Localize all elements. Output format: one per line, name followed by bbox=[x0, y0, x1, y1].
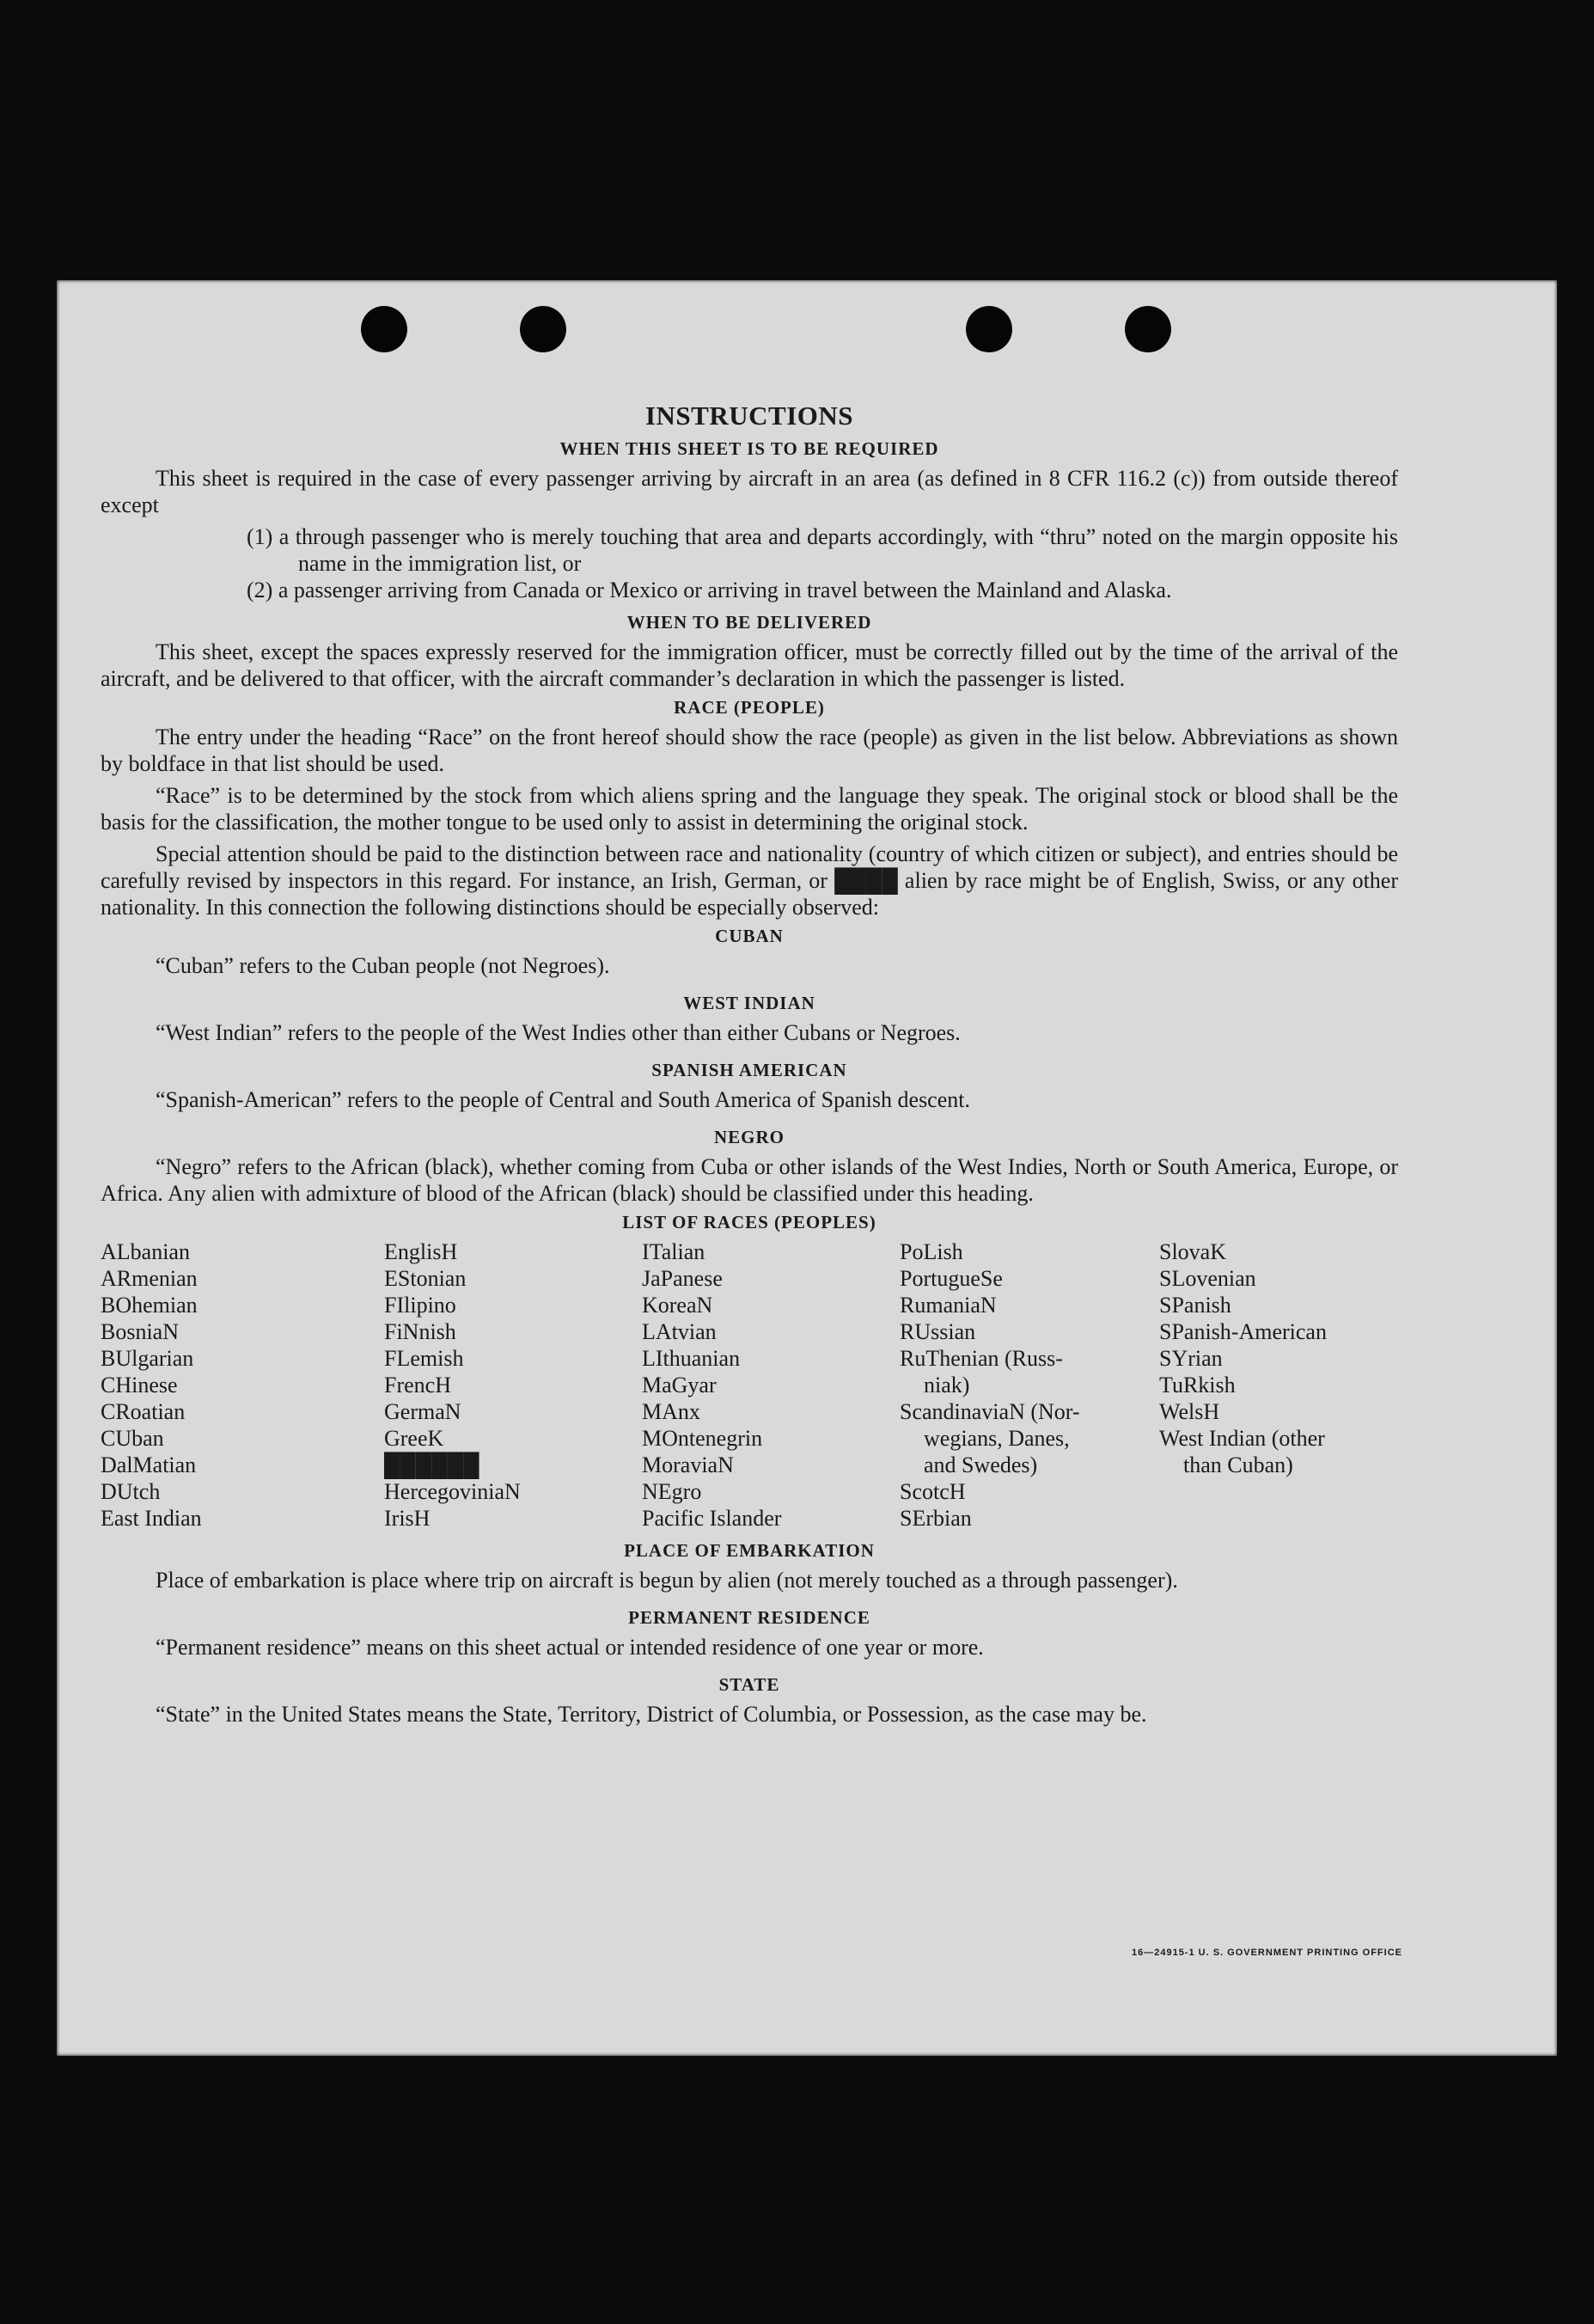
race-entry: Pacific Islander bbox=[642, 1506, 782, 1531]
section-heading: CUBAN bbox=[715, 926, 784, 946]
section-heading: NEGRO bbox=[713, 1127, 785, 1147]
section-heading: PLACE OF EMBARKATION bbox=[624, 1540, 875, 1561]
race-entry: SPanish-American bbox=[1159, 1319, 1327, 1344]
race-list bbox=[101, 1238, 1398, 1532]
race-entry: CHinese bbox=[101, 1373, 178, 1397]
section-heading: WHEN THIS SHEET IS TO BE REQUIRED bbox=[559, 438, 939, 459]
page-title: INSTRUCTIONS bbox=[644, 401, 853, 431]
race-entry: RumaniaN bbox=[900, 1293, 997, 1318]
race-entry: FIlipino bbox=[384, 1293, 456, 1318]
paragraph: Place of embarkation is place where trip on aircraft is begun by alien (not merely touched as a through passenger). bbox=[156, 1568, 1178, 1593]
section-heading: SPANISH AMERICAN bbox=[651, 1060, 847, 1080]
paragraph: “Negro” refers to the African (black), whether coming from Cuba or other islands of the West Indies, North or South America, Europe, or Africa. Any alien with admixture of blood of the African (black) should be classified under this heading. bbox=[101, 1154, 1398, 1206]
paragraph: This sheet is required in the case of every passenger arriving by aircraft in an area (as defined in 8 CFR 116.2 (c)) from outside thereof except bbox=[101, 466, 1398, 517]
punch-hole bbox=[966, 306, 1012, 352]
race-entry: CRoatian bbox=[101, 1399, 186, 1424]
paragraph: This sheet, except the spaces expressly reserved for the immigration officer, must be correctly filled out by the time of the arrival of the aircraft, and be delivered to that officer, with the aircraft commander’s declaration in which the passenger is listed. bbox=[101, 639, 1398, 691]
race-entry: DalMatian bbox=[101, 1452, 197, 1477]
section-heading: WEST INDIAN bbox=[683, 993, 815, 1013]
list-item: (1) a through passenger who is merely touching that area and departs accordingly, with “thru” noted on the margin opposite his name in the immigration list, or bbox=[247, 524, 1398, 576]
paragraph: “Cuban” refers to the Cuban people (not Negroes). bbox=[156, 953, 610, 978]
race-entry: MOntenegrin bbox=[642, 1426, 763, 1451]
race-entry: ██████ bbox=[384, 1452, 479, 1477]
race-entry: NEgro bbox=[642, 1479, 702, 1504]
paragraph: “Permanent residence” means on this sheet actual or intended residence of one year or more. bbox=[156, 1635, 984, 1660]
race-entry: RuThenian (Russ- bbox=[900, 1346, 1063, 1371]
race-entry: FrencH bbox=[384, 1373, 451, 1397]
race-entry: BUlgarian bbox=[101, 1346, 194, 1371]
race-column bbox=[900, 1238, 1159, 1532]
race-entry: PortugueSe bbox=[900, 1266, 1003, 1291]
paragraph: “Spanish-American” refers to the people of Central and South America of Spanish descent. bbox=[156, 1087, 970, 1112]
paragraph: “State” in the United States means the State, Territory, District of Columbia, or Possession, as the case may be. bbox=[156, 1702, 1147, 1727]
paragraph: “West Indian” refers to the people of the West Indies other than either Cubans or Negroes. bbox=[156, 1020, 961, 1045]
race-entry: JaPanese bbox=[642, 1266, 723, 1291]
race-entry: MoraviaN bbox=[642, 1452, 734, 1477]
race-entry: RUssian bbox=[900, 1319, 976, 1344]
race-entry: MAnx bbox=[642, 1399, 700, 1424]
race-entry: GermaN bbox=[384, 1399, 461, 1424]
race-entry: HercegoviniaN bbox=[384, 1479, 521, 1504]
instructions-content bbox=[101, 401, 1398, 1733]
race-entry: wegians, Danes, bbox=[924, 1426, 1070, 1451]
race-entry: SlovaK bbox=[1159, 1239, 1226, 1264]
race-entry: PoLish bbox=[900, 1239, 963, 1264]
race-entry: KoreaN bbox=[642, 1293, 713, 1318]
race-column bbox=[101, 1238, 384, 1532]
section-heading: PERMANENT RESIDENCE bbox=[628, 1607, 870, 1628]
punch-hole bbox=[520, 306, 566, 352]
race-entry: FLemish bbox=[384, 1346, 464, 1371]
race-entry: MaGyar bbox=[642, 1373, 717, 1397]
race-column bbox=[384, 1238, 642, 1532]
document-sheet bbox=[57, 280, 1557, 2056]
section-heading: LIST OF RACES (PEOPLES) bbox=[622, 1212, 876, 1232]
race-entry: FiNnish bbox=[384, 1319, 456, 1344]
paragraph: The entry under the heading “Race” on the front hereof should show the race (people) as given in the list below. Abbreviations as shown by boldface in that list should be used. bbox=[101, 725, 1398, 776]
race-entry: BosniaN bbox=[101, 1319, 179, 1344]
race-entry: EStonian bbox=[384, 1266, 467, 1291]
print-code: 16—24915-1 U. S. GOVERNMENT PRINTING OFFICE bbox=[1131, 1948, 1402, 1958]
race-entry: SLovenian bbox=[1159, 1266, 1256, 1291]
race-entry: DUtch bbox=[101, 1479, 161, 1504]
punch-hole bbox=[1125, 306, 1171, 352]
race-entry: WelsH bbox=[1159, 1399, 1220, 1424]
race-column bbox=[642, 1238, 900, 1532]
race-entry: GreeK bbox=[384, 1426, 444, 1451]
paragraph: “Race” is to be determined by the stock from which aliens spring and the language they speak. The original stock or blood shall be the basis for the classification, the mother tongue to be used only to assist in determining the original stock. bbox=[101, 783, 1398, 835]
race-entry: EnglisH bbox=[384, 1239, 458, 1264]
section-heading: WHEN TO BE DELIVERED bbox=[626, 612, 872, 633]
race-entry: LIthuanian bbox=[642, 1346, 741, 1371]
race-entry: CUban bbox=[101, 1426, 164, 1451]
punch-hole bbox=[361, 306, 407, 352]
race-column bbox=[1159, 1238, 1400, 1532]
race-entry: TuRkish bbox=[1159, 1373, 1236, 1397]
section-heading: STATE bbox=[718, 1674, 780, 1695]
list-item: (2) a passenger arriving from Canada or Mexico or arriving in travel between the Mainland and Alaska. bbox=[247, 578, 1172, 602]
race-entry: and Swedes) bbox=[924, 1452, 1038, 1477]
race-entry: than Cuban) bbox=[1183, 1452, 1293, 1477]
race-entry: IrisH bbox=[384, 1506, 431, 1531]
race-entry: ITalian bbox=[642, 1239, 705, 1264]
race-entry: ARmenian bbox=[101, 1266, 198, 1291]
section-heading: RACE (PEOPLE) bbox=[674, 697, 825, 718]
race-entry: West Indian (other bbox=[1159, 1426, 1325, 1451]
race-entry: SPanish bbox=[1159, 1293, 1231, 1318]
race-entry: BOhemian bbox=[101, 1293, 198, 1318]
race-entry: SYrian bbox=[1159, 1346, 1223, 1371]
race-entry: LAtvian bbox=[642, 1319, 717, 1344]
race-entry: East Indian bbox=[101, 1506, 202, 1531]
race-entry: SErbian bbox=[900, 1506, 972, 1531]
race-entry: ALbanian bbox=[101, 1239, 190, 1264]
race-entry: ScandinaviaN (Nor- bbox=[900, 1399, 1080, 1424]
race-entry: niak) bbox=[924, 1373, 970, 1397]
race-entry: ScotcH bbox=[900, 1479, 966, 1504]
paragraph: Special attention should be paid to the distinction between race and nationality (country of which citizen or subject), and entries should be carefully revised by inspectors in this regard. For instance, an Irish, German, or ████ alien by race might be of English, Swiss, or any other nationality. In this connection the following distinctions should be especially observed: bbox=[101, 841, 1398, 920]
